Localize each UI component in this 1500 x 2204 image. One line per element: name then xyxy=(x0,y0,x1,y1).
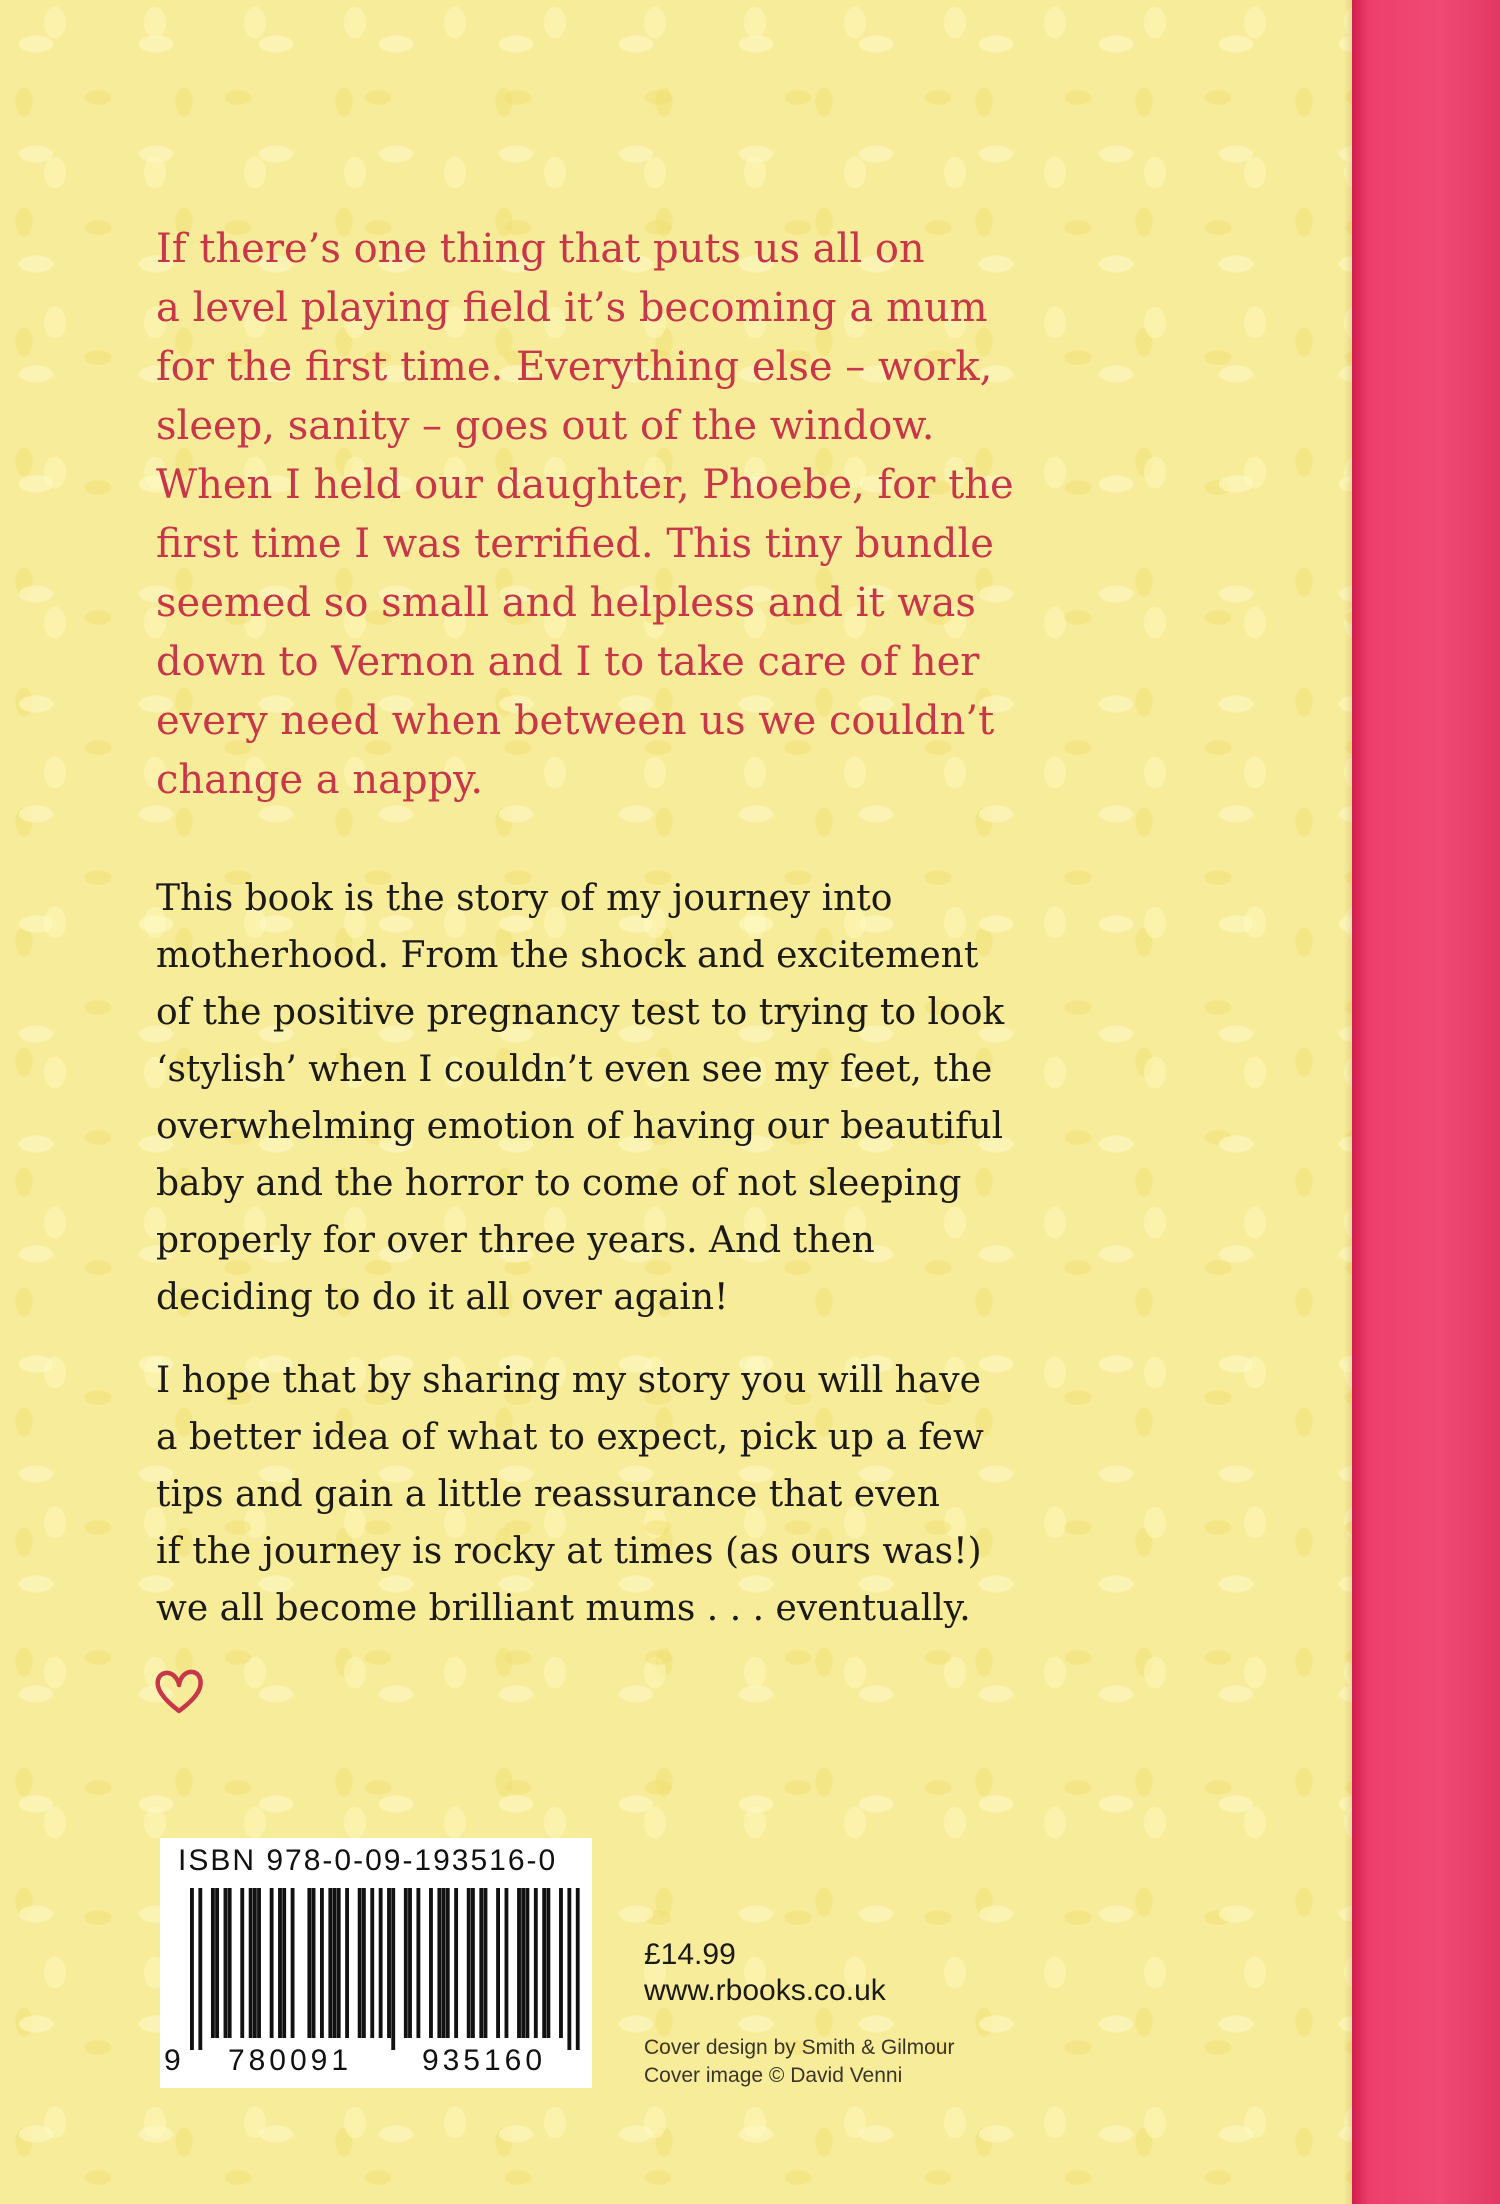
barcode-bar xyxy=(484,1888,488,2038)
body-line: motherhood. From the shock and excitement xyxy=(156,935,979,976)
body-line: we all become brilliant mums . . . eventually. xyxy=(156,1588,971,1629)
body-line: of the positive pregnancy test to trying to look xyxy=(156,992,1005,1033)
body-line: deciding to do it all over again! xyxy=(156,1277,729,1318)
barcode-bar xyxy=(542,1888,546,2038)
intro-line: a level playing field it’s becoming a mum xyxy=(156,285,988,331)
barcode-bar xyxy=(320,1888,324,2038)
barcode-bar xyxy=(249,1888,253,2038)
intro-line: down to Vernon and I to take care of her xyxy=(156,639,980,685)
body-line: I hope that by sharing my story you will have xyxy=(156,1360,981,1401)
barcode-bar xyxy=(270,1888,274,2038)
barcode-bar xyxy=(240,1888,244,2038)
cover-design-credit: Cover design by Smith & Gilmour xyxy=(644,2036,955,2059)
barcode-bar xyxy=(312,1888,316,2038)
barcode-bar xyxy=(328,1888,332,2038)
intro-line: sleep, sanity – goes out of the window. xyxy=(156,403,935,449)
intro-line: for the first time. Everything else – work, xyxy=(156,344,993,390)
body-paragraph-2 xyxy=(156,1352,1156,1637)
barcode-bar xyxy=(429,1888,433,2038)
barcode-digits-right: 935160 xyxy=(421,2044,547,2077)
barcode-bar xyxy=(576,1888,580,2050)
barcode-bar xyxy=(333,1888,337,2038)
barcode-bar xyxy=(479,1888,483,2038)
barcode-bar xyxy=(559,1888,563,2038)
barcode-bar xyxy=(517,1888,521,2038)
isbn-number: ISBN 978-0-09-193516-0 xyxy=(178,1844,558,1877)
barcode-bar xyxy=(370,1888,374,2038)
barcode-label xyxy=(160,1838,592,2088)
barcode-bar xyxy=(253,1888,257,2038)
body-line: a better idea of what to expect, pick up a few xyxy=(156,1417,984,1458)
body-line: This book is the story of my journey into xyxy=(156,878,893,919)
barcode-bar xyxy=(379,1888,383,2038)
intro-line: seemed so small and helpless and it was xyxy=(156,580,976,626)
intro-line: When I held our daughter, Phoebe, for the xyxy=(156,462,1014,508)
body-line: baby and the horror to come of not sleeping xyxy=(156,1163,962,1204)
body-line: ‘stylish’ when I couldn’t even see my feet, the xyxy=(156,1049,993,1090)
barcode-digit-lead: 9 xyxy=(164,2044,181,2077)
barcode-bar xyxy=(471,1888,475,2038)
barcode-bar xyxy=(408,1888,412,2038)
barcode-bar xyxy=(190,1888,194,2050)
barcode-bar xyxy=(467,1888,471,2038)
barcode-bar xyxy=(358,1888,362,2038)
barcode-bar xyxy=(534,1888,538,2038)
barcode-bar xyxy=(215,1888,219,2038)
body-line: tips and gain a little reassurance that even xyxy=(156,1474,940,1515)
barcode-bar xyxy=(198,1888,202,2050)
intro-line: change a nappy. xyxy=(156,757,484,803)
barcode-bar xyxy=(404,1888,408,2038)
barcode-bar xyxy=(416,1888,420,2038)
barcode-bar xyxy=(525,1888,529,2038)
barcode-bar xyxy=(567,1888,571,2050)
barcode-bar xyxy=(362,1888,366,2038)
body-line: properly for over three years. And then xyxy=(156,1220,875,1261)
barcode-bar xyxy=(437,1888,441,2038)
publisher-website: www.rbooks.co.uk xyxy=(644,1974,886,2007)
barcode-bar xyxy=(521,1888,525,2038)
cover-image-credit: Cover image © David Venni xyxy=(644,2064,903,2087)
body-line: overwhelming emotion of having our beautiful xyxy=(156,1106,1004,1147)
barcode-bar xyxy=(257,1888,261,2038)
barcode-bar xyxy=(387,1888,391,2038)
heart-icon xyxy=(152,1666,206,1716)
barcode-bar xyxy=(307,1888,311,2038)
barcode-bar xyxy=(224,1888,228,2038)
barcode-bar xyxy=(211,1888,215,2038)
barcode-bar xyxy=(546,1888,550,2038)
barcode-bar xyxy=(446,1888,450,2038)
book-spine xyxy=(1352,0,1500,2204)
barcode-bar xyxy=(291,1888,295,2038)
price: £14.99 xyxy=(644,1938,736,1971)
intro-line: every need when between us we couldn’t xyxy=(156,698,995,744)
barcode-bar xyxy=(454,1888,458,2038)
barcode-bar xyxy=(496,1888,500,2038)
intro-line: first time I was terrified. This tiny bundle xyxy=(156,521,994,567)
barcode-bar xyxy=(391,1888,395,2050)
barcode-bar xyxy=(505,1888,509,2038)
barcode-bar xyxy=(345,1888,349,2038)
barcode-bar xyxy=(282,1888,286,2038)
barcode-bar xyxy=(278,1888,282,2038)
body-line: if the journey is rocky at times (as ours was!) xyxy=(156,1531,982,1572)
intro-paragraph xyxy=(156,220,1156,810)
barcode-bar xyxy=(228,1888,232,2038)
barcode-digits-left: 780091 xyxy=(227,2044,353,2077)
barcode-bar xyxy=(442,1888,446,2038)
barcode-bars xyxy=(190,1888,580,2050)
barcode-digits xyxy=(164,2044,588,2078)
intro-line: If there’s one thing that puts us all on xyxy=(156,226,925,272)
body-paragraph-1 xyxy=(156,870,1156,1326)
barcode-bar xyxy=(337,1888,341,2038)
